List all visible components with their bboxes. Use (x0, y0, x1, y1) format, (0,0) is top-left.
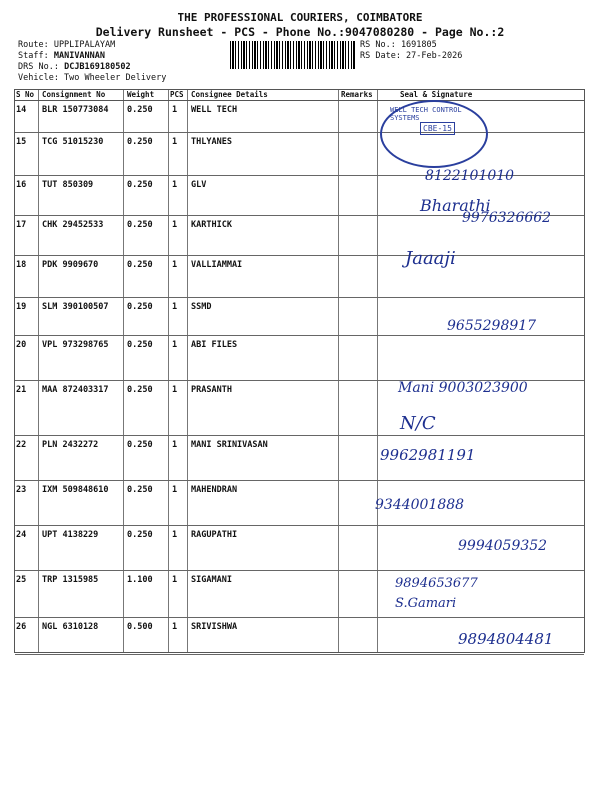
cell-wt: 0.250 (127, 105, 153, 115)
company-stamp (380, 100, 488, 168)
handwriting-2: Bharathi (420, 196, 491, 215)
meta-left (18, 40, 166, 84)
handwriting-1: 8122101010 (425, 168, 515, 184)
col-remarks: Remarks (341, 90, 373, 99)
cell-wt: 0.250 (127, 260, 153, 270)
cell-sno: 16 (16, 180, 27, 190)
handwriting-13: 9894804481 (458, 630, 554, 648)
cell-sno: 18 (16, 260, 27, 270)
handwriting-12: S.Gamari (395, 596, 457, 611)
cell-cn: SLM 390100507 (42, 302, 109, 312)
cell-sno: 25 (16, 575, 27, 585)
table-row (15, 480, 584, 526)
cell-name: MAHENDRAN (191, 485, 238, 495)
cell-cn: BLR 150773084 (42, 105, 109, 115)
cell-name: MANI SRINIVASAN (191, 440, 268, 450)
barcode (230, 41, 356, 69)
cell-cn: PLN 2432272 (42, 440, 99, 450)
stamp-code: CBE-15 (420, 122, 455, 135)
cell-pcs: 1 (172, 180, 178, 190)
cell-name: SSMD (191, 302, 212, 312)
handwriting-11: 9894653677 (395, 576, 478, 591)
cell-wt: 0.250 (127, 302, 153, 312)
cell-wt: 0.250 (127, 530, 153, 540)
cell-wt: 1.100 (127, 575, 153, 585)
col-weight: Weight (127, 90, 155, 99)
cell-sno: 15 (16, 137, 27, 147)
cell-sno: 14 (16, 105, 27, 115)
cell-pcs: 1 (172, 385, 178, 395)
cell-name: ABI FILES (191, 340, 238, 350)
cell-wt: 0.250 (127, 137, 153, 147)
cell-name: SRIVISHWA (191, 622, 238, 632)
cell-sno: 21 (16, 385, 27, 395)
handwriting-8: 9962981191 (380, 446, 476, 464)
table-row (15, 100, 584, 133)
table-row (15, 335, 584, 381)
cell-pcs: 1 (172, 302, 178, 312)
cell-pcs: 1 (172, 575, 178, 585)
cell-pcs: 1 (172, 622, 178, 632)
cell-cn: UPT 4138229 (42, 530, 99, 540)
company-title: THE PROFESSIONAL COURIERS, COIMBATORE (177, 11, 423, 24)
handwriting-3: 9976326662 (462, 210, 552, 226)
cell-cn: NGL 6310128 (42, 622, 99, 632)
col-pcs: PCS (170, 90, 184, 99)
cell-wt: 0.250 (127, 340, 153, 350)
rs-date-text: RS Date: 27-Feb-2026 (360, 51, 463, 61)
cell-name: WELL TECH (191, 105, 238, 115)
handwriting-7: N/C (400, 413, 436, 434)
cell-cn: VPL 973298765 (42, 340, 109, 350)
cell-pcs: 1 (172, 105, 178, 115)
cell-cn: MAA 872403317 (42, 385, 109, 395)
cell-wt: 0.250 (127, 485, 153, 495)
cell-cn: PDK 9909670 (42, 260, 99, 270)
cell-wt: 0.250 (127, 440, 153, 450)
cell-pcs: 1 (172, 137, 178, 147)
cell-pcs: 1 (172, 260, 178, 270)
cell-wt: 0.250 (127, 220, 153, 230)
cell-sno: 20 (16, 340, 27, 350)
table-row (15, 570, 584, 618)
meta-right (360, 40, 462, 62)
cell-pcs: 1 (172, 220, 178, 230)
cell-sno: 23 (16, 485, 27, 495)
route-text: Route: UPPLIPALAYAM (18, 40, 116, 50)
cell-cn: TRP 1315985 (42, 575, 99, 585)
cell-pcs: 1 (172, 485, 178, 495)
cell-name: GLV (191, 180, 207, 190)
table-row (15, 435, 584, 481)
cell-wt: 0.250 (127, 385, 153, 395)
cell-cn: CHK 29452533 (42, 220, 104, 230)
cell-cn: TUT 850309 (42, 180, 94, 190)
cell-name: SIGAMANI (191, 575, 232, 585)
cell-sno: 24 (16, 530, 27, 540)
col-sno: S No (16, 90, 35, 99)
cell-sno: 19 (16, 302, 27, 312)
handwriting-9: 9344001888 (375, 497, 465, 513)
cell-cn: TCG 51015230 (42, 137, 104, 147)
col-consignee: Consignee Details (191, 90, 268, 99)
cell-sno: 22 (16, 440, 27, 450)
col-signature: Seal & Signature (400, 90, 473, 99)
stamp-ring-text: WELL TECH CONTROL SYSTEMS (390, 106, 462, 122)
drs-text: DRS No.: DCJB169180502 (18, 62, 131, 72)
table-row (15, 255, 584, 298)
cell-sno: 17 (16, 220, 27, 230)
handwriting-4: Jaaaji (405, 248, 456, 269)
handwriting-10: 9994059352 (458, 538, 548, 554)
cell-name: THLYANES (191, 137, 232, 147)
handwriting-5: 9655298917 (447, 318, 537, 334)
handwriting-6: Mani 9003023900 (398, 380, 528, 396)
cell-pcs: 1 (172, 440, 178, 450)
cell-sno: 26 (16, 622, 27, 632)
staff-text: Staff: MANIVANNAN (18, 51, 106, 61)
cell-wt: 0.250 (127, 180, 153, 190)
rs-no-text: RS No.: 1691805 (360, 40, 437, 50)
cell-name: PRASANTH (191, 385, 232, 395)
cell-name: VALLIAMMAI (191, 260, 243, 270)
col-consignment: Consignment No (42, 90, 106, 99)
cell-pcs: 1 (172, 530, 178, 540)
cell-cn: IXM 509848610 (42, 485, 109, 495)
cell-name: RAGUPATHI (191, 530, 238, 540)
runsheet-title: Delivery Runsheet - PCS - Phone No.:9047080280 - Page No.:2 (95, 25, 505, 39)
cell-wt: 0.500 (127, 622, 153, 632)
cell-name: KARTHICK (191, 220, 232, 230)
cell-pcs: 1 (172, 340, 178, 350)
vehicle-text: Vehicle: Two Wheeler Delivery (18, 73, 167, 83)
